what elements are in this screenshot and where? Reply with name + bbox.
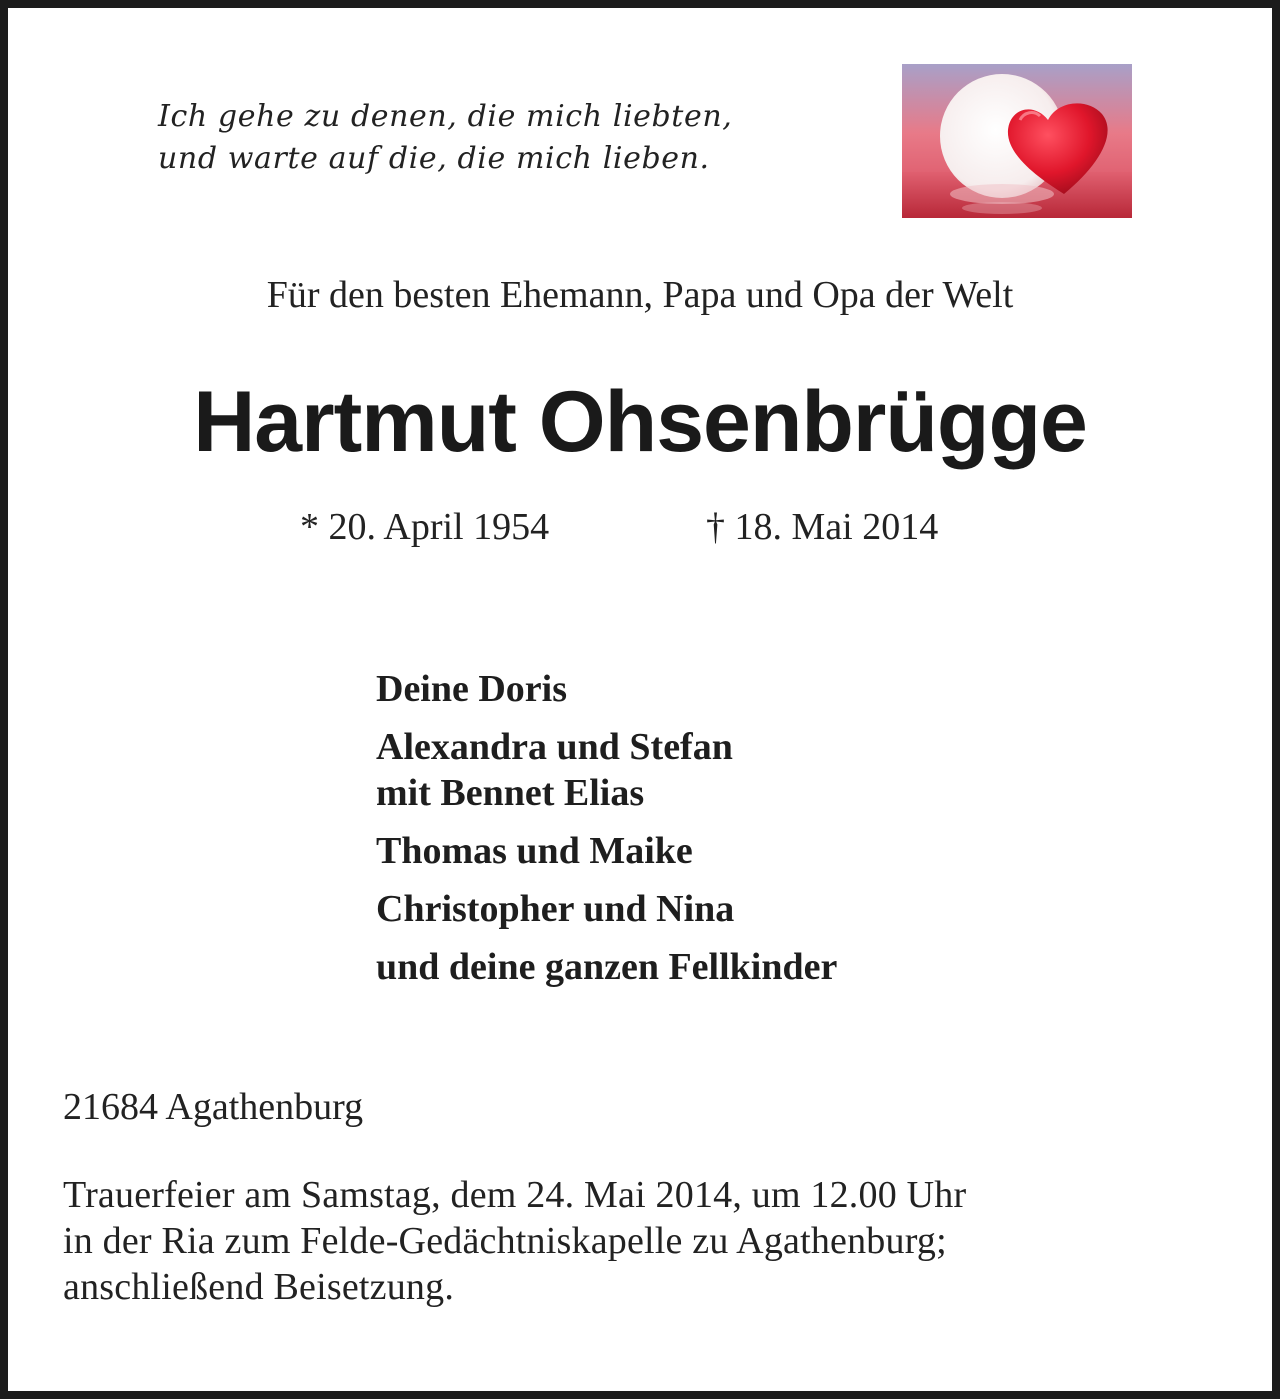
mourner-line: Christopher und Nina [376,888,735,930]
birth-date: * 20. April 1954 [300,506,550,548]
mourner-line: und deine ganzen Fellkinder [376,946,838,988]
mourner-line: Thomas und Maike [376,830,693,872]
service-line: Trauerfeier am Samstag, dem 24. Mai 2014, um 12.00 Uhr [63,1174,967,1216]
dedication-line: Für den besten Ehemann, Papa und Opa der Welt [266,274,1014,316]
mourner-group [376,944,1176,990]
heart-moon-icon [902,64,1132,218]
mourner-line: mit Bennet Elias [376,772,645,814]
heart-moon-image [902,64,1132,218]
motto-verse [158,96,878,180]
mourner-group [376,886,1176,932]
mourners-list [376,666,1176,1002]
service-line: in der Ria zum Felde-Gedächtniskapelle zu Agathenburg; [63,1220,947,1262]
service-line: anschließend Beisetzung. [63,1266,455,1308]
motto-line: und warte auf die, die mich lieben. [158,141,710,176]
motto-line: Ich gehe zu denen, die mich liebten, [158,99,733,134]
mourner-group [376,724,1176,816]
mourner-group [376,666,1176,712]
funeral-service-info [63,1172,1243,1310]
death-date: † 18. Mai 2014 [706,506,939,548]
deceased-name: Hartmut Ohsenbrügge [193,374,1087,470]
mourner-group [376,828,1176,874]
mourner-line: Deine Doris [376,668,568,710]
mourner-line: Alexandra und Stefan [376,726,733,768]
location-text: 21684 Agathenburg [63,1086,364,1128]
